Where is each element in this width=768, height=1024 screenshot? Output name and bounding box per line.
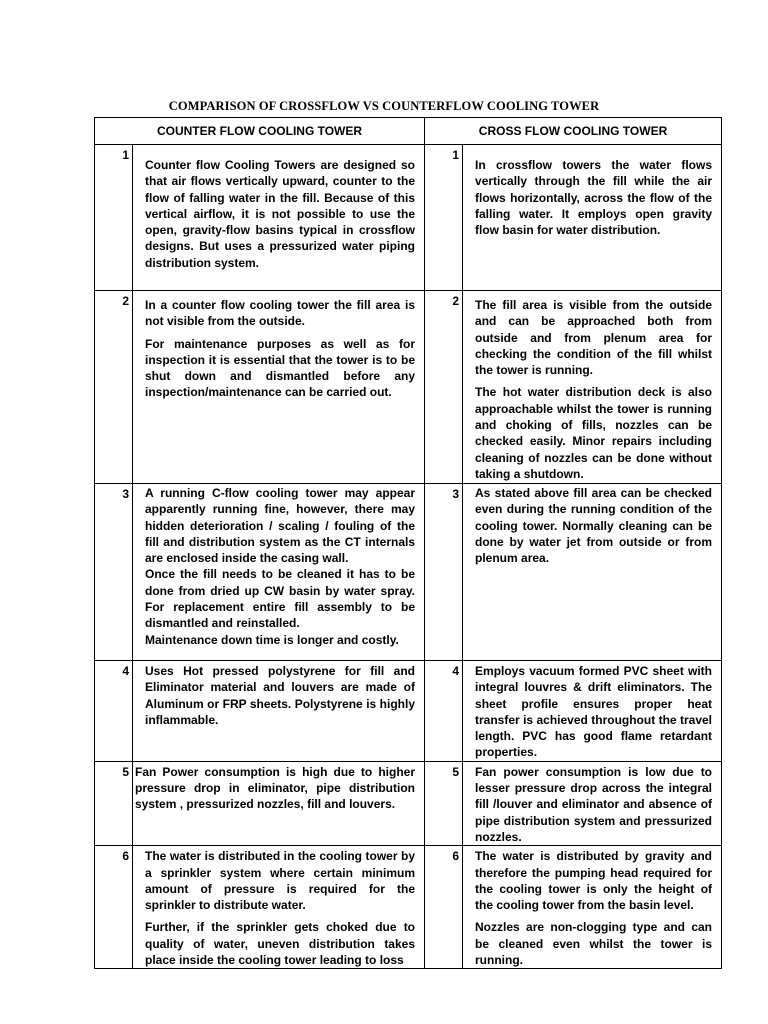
cell-paragraph: Nozzles are non-clogging type and can be cleaned even whilst the tower is running. bbox=[475, 920, 713, 968]
row-number-counter: 5 bbox=[95, 761, 133, 845]
cell-paragraph: Uses Hot pressed polystyrene for fill and Eliminator material and louvers are made of Aluminum or FRP sheets. Polystyrene is highly inflammable. bbox=[145, 664, 416, 727]
header-cross-flow: CROSS FLOW COOLING TOWER bbox=[425, 118, 722, 145]
cell-paragraph: The water is distributed by gravity and therefore the pumping head required for the cooling tower is only the height of the cooling tower from the basin level. bbox=[475, 849, 713, 913]
counter-flow-cell bbox=[133, 661, 425, 762]
comparison-table bbox=[94, 117, 722, 969]
cell-paragraph: Maintenance down time is longer and costly. bbox=[145, 632, 399, 647]
cell-paragraph: Counter flow Cooling Towers are designed so that air flows vertically upward, counter to the flow of falling water in the fill. Because of this vertical airflow, it is not possible to use the open, gravity-flow basins typical in crossflow designs. But uses a pressurized water piping distribution system. bbox=[145, 158, 416, 270]
cell-paragraph: Further, if the sprinkler gets choked due to quality of water, uneven distribution takes place inside the cooling tower leading to loss bbox=[145, 920, 416, 968]
row-number-cross: 6 bbox=[425, 846, 463, 969]
table-header-row bbox=[95, 118, 722, 145]
cell-paragraph: A running C-flow cooling tower may appear apparently running fine, however, there may hidden deterioration / scaling / fouling of the fill and distribution system as the CT internals are enclosed inside the casing wall. bbox=[145, 486, 416, 566]
row-number-cross: 3 bbox=[425, 484, 463, 661]
cell-paragraph: The fill area is visible from the outside and can be approached both from outside and from plenum area for checking the condition of the fill whilst the tower is running. bbox=[475, 298, 713, 378]
cell-paragraph: In a counter flow cooling tower the fill area is not visible from the outside. bbox=[145, 298, 416, 329]
cross-flow-cell bbox=[463, 846, 722, 969]
row-number-counter: 3 bbox=[95, 484, 133, 661]
document-title: COMPARISON OF CROSSFLOW VS COUNTERFLOW COOLING TOWER bbox=[168, 99, 600, 113]
counter-flow-cell bbox=[133, 291, 425, 484]
cell-paragraph: Fan Power consumption is high due to higher pressure drop in eliminator, pipe distribution system , pressurized nozzles, fill and louvers. bbox=[135, 764, 416, 812]
counter-flow-cell bbox=[133, 846, 425, 969]
counter-flow-cell bbox=[133, 761, 425, 845]
row-number-counter: 4 bbox=[95, 661, 133, 762]
table-row bbox=[95, 145, 722, 291]
table-row bbox=[95, 291, 722, 484]
cell-paragraph: The hot water distribution deck is also approachable whilst the tower is running and choking of fills, nozzles can be checked easily. Minor repairs including cleaning of nozzles can be done without taking a shutdown. bbox=[475, 385, 713, 481]
header-counter-flow: COUNTER FLOW COOLING TOWER bbox=[95, 118, 425, 145]
cell-paragraph: Employs vacuum formed PVC sheet with integral louvres & drift eliminators. The sheet profile ensures proper heat transfer is achieved throughout the travel length. PVC has good flame retardant properties. bbox=[475, 664, 713, 760]
cell-paragraph: Once the fill needs to be cleaned it has to be done from dried up CW basin by water spray. For replacement entire fill assembly to be dismantled and reinstalled. bbox=[145, 567, 416, 631]
cell-paragraph: The water is distributed in the cooling tower by a sprinkler system where certain minimum amount of pressure is required for the sprinkler to distribute water. bbox=[145, 849, 416, 913]
table-row bbox=[95, 846, 722, 969]
cell-paragraph: As stated above fill area can be checked even during the running condition of the cooling tower. Normally cleaning can be done by water jet from outside or from plenum area. bbox=[475, 486, 713, 566]
table-row bbox=[95, 484, 722, 661]
cell-paragraph: Fan power consumption is low due to lesser pressure drop across the integral fill /louver and eliminator and absence of pipe distribution system and pressurized nozzles. bbox=[475, 764, 713, 844]
cross-flow-cell bbox=[463, 761, 722, 845]
cell-paragraph: For maintenance purposes as well as for inspection it is essential that the tower is to be shut down and dismantled before any inspection/maintenance can be carried out. bbox=[145, 336, 416, 400]
row-number-counter: 6 bbox=[95, 846, 133, 969]
row-number-cross: 4 bbox=[425, 661, 463, 762]
cross-flow-cell bbox=[463, 484, 722, 661]
row-number-counter: 2 bbox=[95, 291, 133, 484]
counter-flow-cell bbox=[133, 484, 425, 661]
table-row bbox=[95, 661, 722, 762]
cell-paragraph: In crossflow towers the water flows vertically through the fill while the air flows horizontally, across the flow of the falling water. It employs open gravity flow basin for water distribution. bbox=[475, 158, 713, 238]
counter-flow-cell bbox=[133, 145, 425, 291]
row-number-counter: 1 bbox=[95, 145, 133, 291]
cross-flow-cell bbox=[463, 661, 722, 762]
table-row bbox=[95, 761, 722, 845]
row-number-cross: 2 bbox=[425, 291, 463, 484]
cross-flow-cell bbox=[463, 145, 722, 291]
cross-flow-cell bbox=[463, 291, 722, 484]
row-number-cross: 5 bbox=[425, 761, 463, 845]
row-number-cross: 1 bbox=[425, 145, 463, 291]
